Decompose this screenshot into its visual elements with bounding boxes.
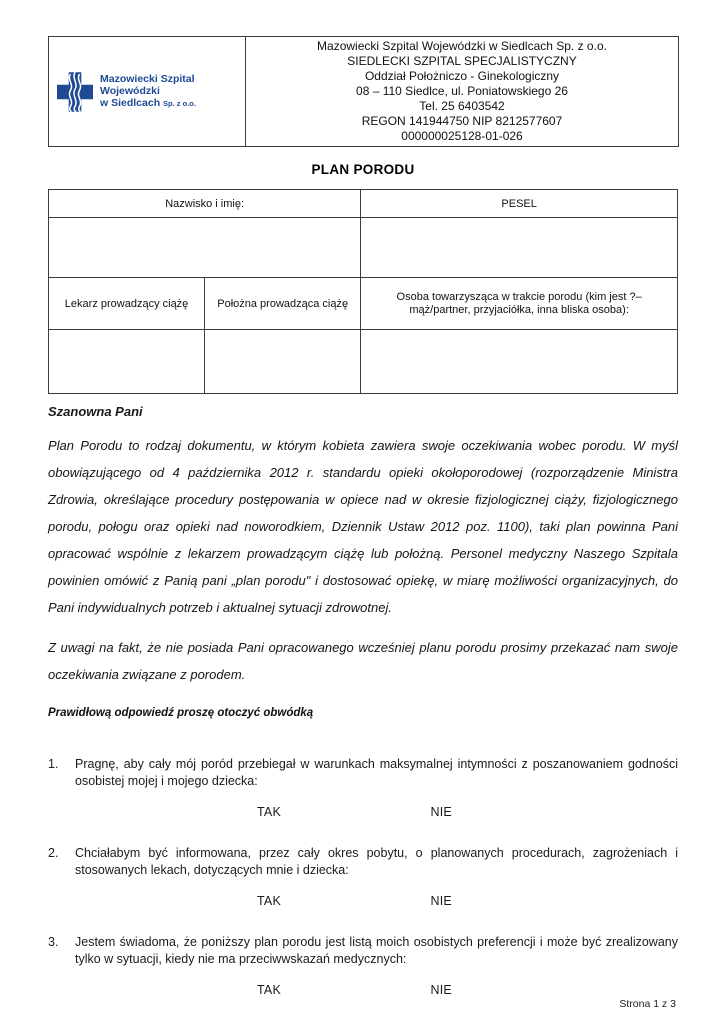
logo-line-1: Mazowiecki Szpital Wojewódzki — [100, 73, 195, 97]
companion-value-cell[interactable] — [361, 330, 678, 394]
question-text: Jestem świadoma, że poniższy plan porodu jest listą moich osobistych preferencji i może być zrealizowany tylko w sytuacji, kiedy nie ma przeciwwskazań medycznych: — [75, 935, 678, 966]
hospital-account-number: 000000025128-01-026 — [401, 129, 523, 143]
hospital-logo — [57, 72, 237, 112]
answer-tak-1[interactable]: TAK — [257, 805, 281, 819]
midwife-value-cell[interactable] — [205, 330, 361, 394]
question-text: Chciałabym być informowana, przez cały okres pobytu, o planowanych procedurach, zagrożeniach i stosowanych lekach, dotyczących mnie i dziecka: — [75, 846, 678, 877]
logo-text — [100, 73, 237, 110]
doctor-label: Lekarz prowadzący ciążę — [49, 278, 205, 330]
name-label: Nazwisko i imię: — [49, 190, 361, 218]
question-item-3 — [48, 934, 678, 997]
salutation: Szanowna Pani — [48, 404, 143, 419]
circle-answer-instruction: Prawidłową odpowiedź proszę otoczyć obwódką — [48, 707, 314, 719]
name-value-cell[interactable] — [49, 218, 361, 278]
logo-cell — [49, 37, 246, 147]
question-number: 3. — [48, 935, 59, 949]
answer-nie-1[interactable]: NIE — [430, 805, 452, 819]
doctor-value-cell[interactable] — [49, 330, 205, 394]
hospital-header — [48, 36, 679, 147]
question-text: Pragnę, aby cały mój poród przebiegał w warunkach maksymalnej intymności z poszanowaniem godności osobistej mojej i mojego dziecka: — [75, 757, 678, 788]
page-title: PLAN PORODU — [311, 162, 415, 177]
companion-label: Osoba towarzysząca w trakcie porodu (kim jest ?– mąż/partner, przyjaciółka, inna bliska osoba): — [361, 278, 678, 330]
hospital-phone: Tel. 25 6403542 — [419, 99, 505, 113]
answer-row-1 — [48, 805, 678, 819]
logo-line-2: w Siedlcach — [100, 97, 161, 109]
patient-info-table — [48, 189, 678, 394]
question-number: 1. — [48, 757, 59, 771]
pesel-value-cell[interactable] — [361, 218, 678, 278]
midwife-label: Położna prowadząca ciążę — [205, 278, 361, 330]
question-item-2 — [48, 845, 678, 908]
hospital-address: 08 – 110 Siedlce, ul. Poniatowskiego 26 — [356, 84, 568, 98]
pesel-label: PESEL — [361, 190, 678, 218]
answer-tak-2[interactable]: TAK — [257, 894, 281, 908]
questions-list — [48, 756, 678, 997]
answer-nie-3[interactable]: NIE — [430, 983, 452, 997]
hospital-cross-icon — [57, 72, 93, 112]
question-number: 2. — [48, 846, 59, 860]
intro-paragraph: Plan Porodu to rodzaj dokumentu, w którym kobieta zawiera swoje oczekiwania wobec porodu. W myśl obowiązującego od 4 października 2012 r. standardu opieki okołoporodowej (rozporządzenie Ministra Zdrowia, określające procedury postępowania w opiece nad w okresie fizjologicznej ciąży, fizjologicznego porodu, połogu oraz opieki nad noworodkiem, Dziennik Ustaw 2012 poz. 1100), taki plan powinna Pani opracować wspólnie z lekarzem prowadzącym ciążę lub położną. Personel medyczny Naszego Szpitala powinien omówić z Panią pani „plan porodu" i dostosować opiekę, w miarę możliwości organizacyjnych, do Pani indywidualnych potrzeb i aktualnej sytuacji zdrowotnej. — [48, 438, 678, 615]
answer-row-3 — [48, 983, 678, 997]
request-paragraph: Z uwagi na fakt, że nie posiada Pani opracowanego wcześniej planu porodu prosimy przekazać nam swoje oczekiwania związane z porodem. — [48, 640, 678, 682]
logo-line-2-suffix: Sp. z o.o. — [163, 99, 196, 108]
answer-nie-2[interactable]: NIE — [430, 894, 452, 908]
page-number: Strona 1 z 3 — [619, 998, 676, 1010]
question-item-1 — [48, 756, 678, 819]
hospital-regon-nip: REGON 141944750 NIP 8212577607 — [361, 114, 563, 128]
hospital-name: Mazowiecki Szpital Wojewódzki w Siedlcach Sp. z o.o. — [317, 39, 607, 53]
answer-tak-3[interactable]: TAK — [257, 983, 281, 997]
hospital-ward: Oddział Położniczo - Ginekologiczny — [364, 69, 560, 83]
hospital-address-block — [246, 37, 679, 147]
answer-row-2 — [48, 894, 678, 908]
hospital-subname: SIEDLECKI SZPITAL SPECJALISTYCZNY — [347, 54, 577, 68]
